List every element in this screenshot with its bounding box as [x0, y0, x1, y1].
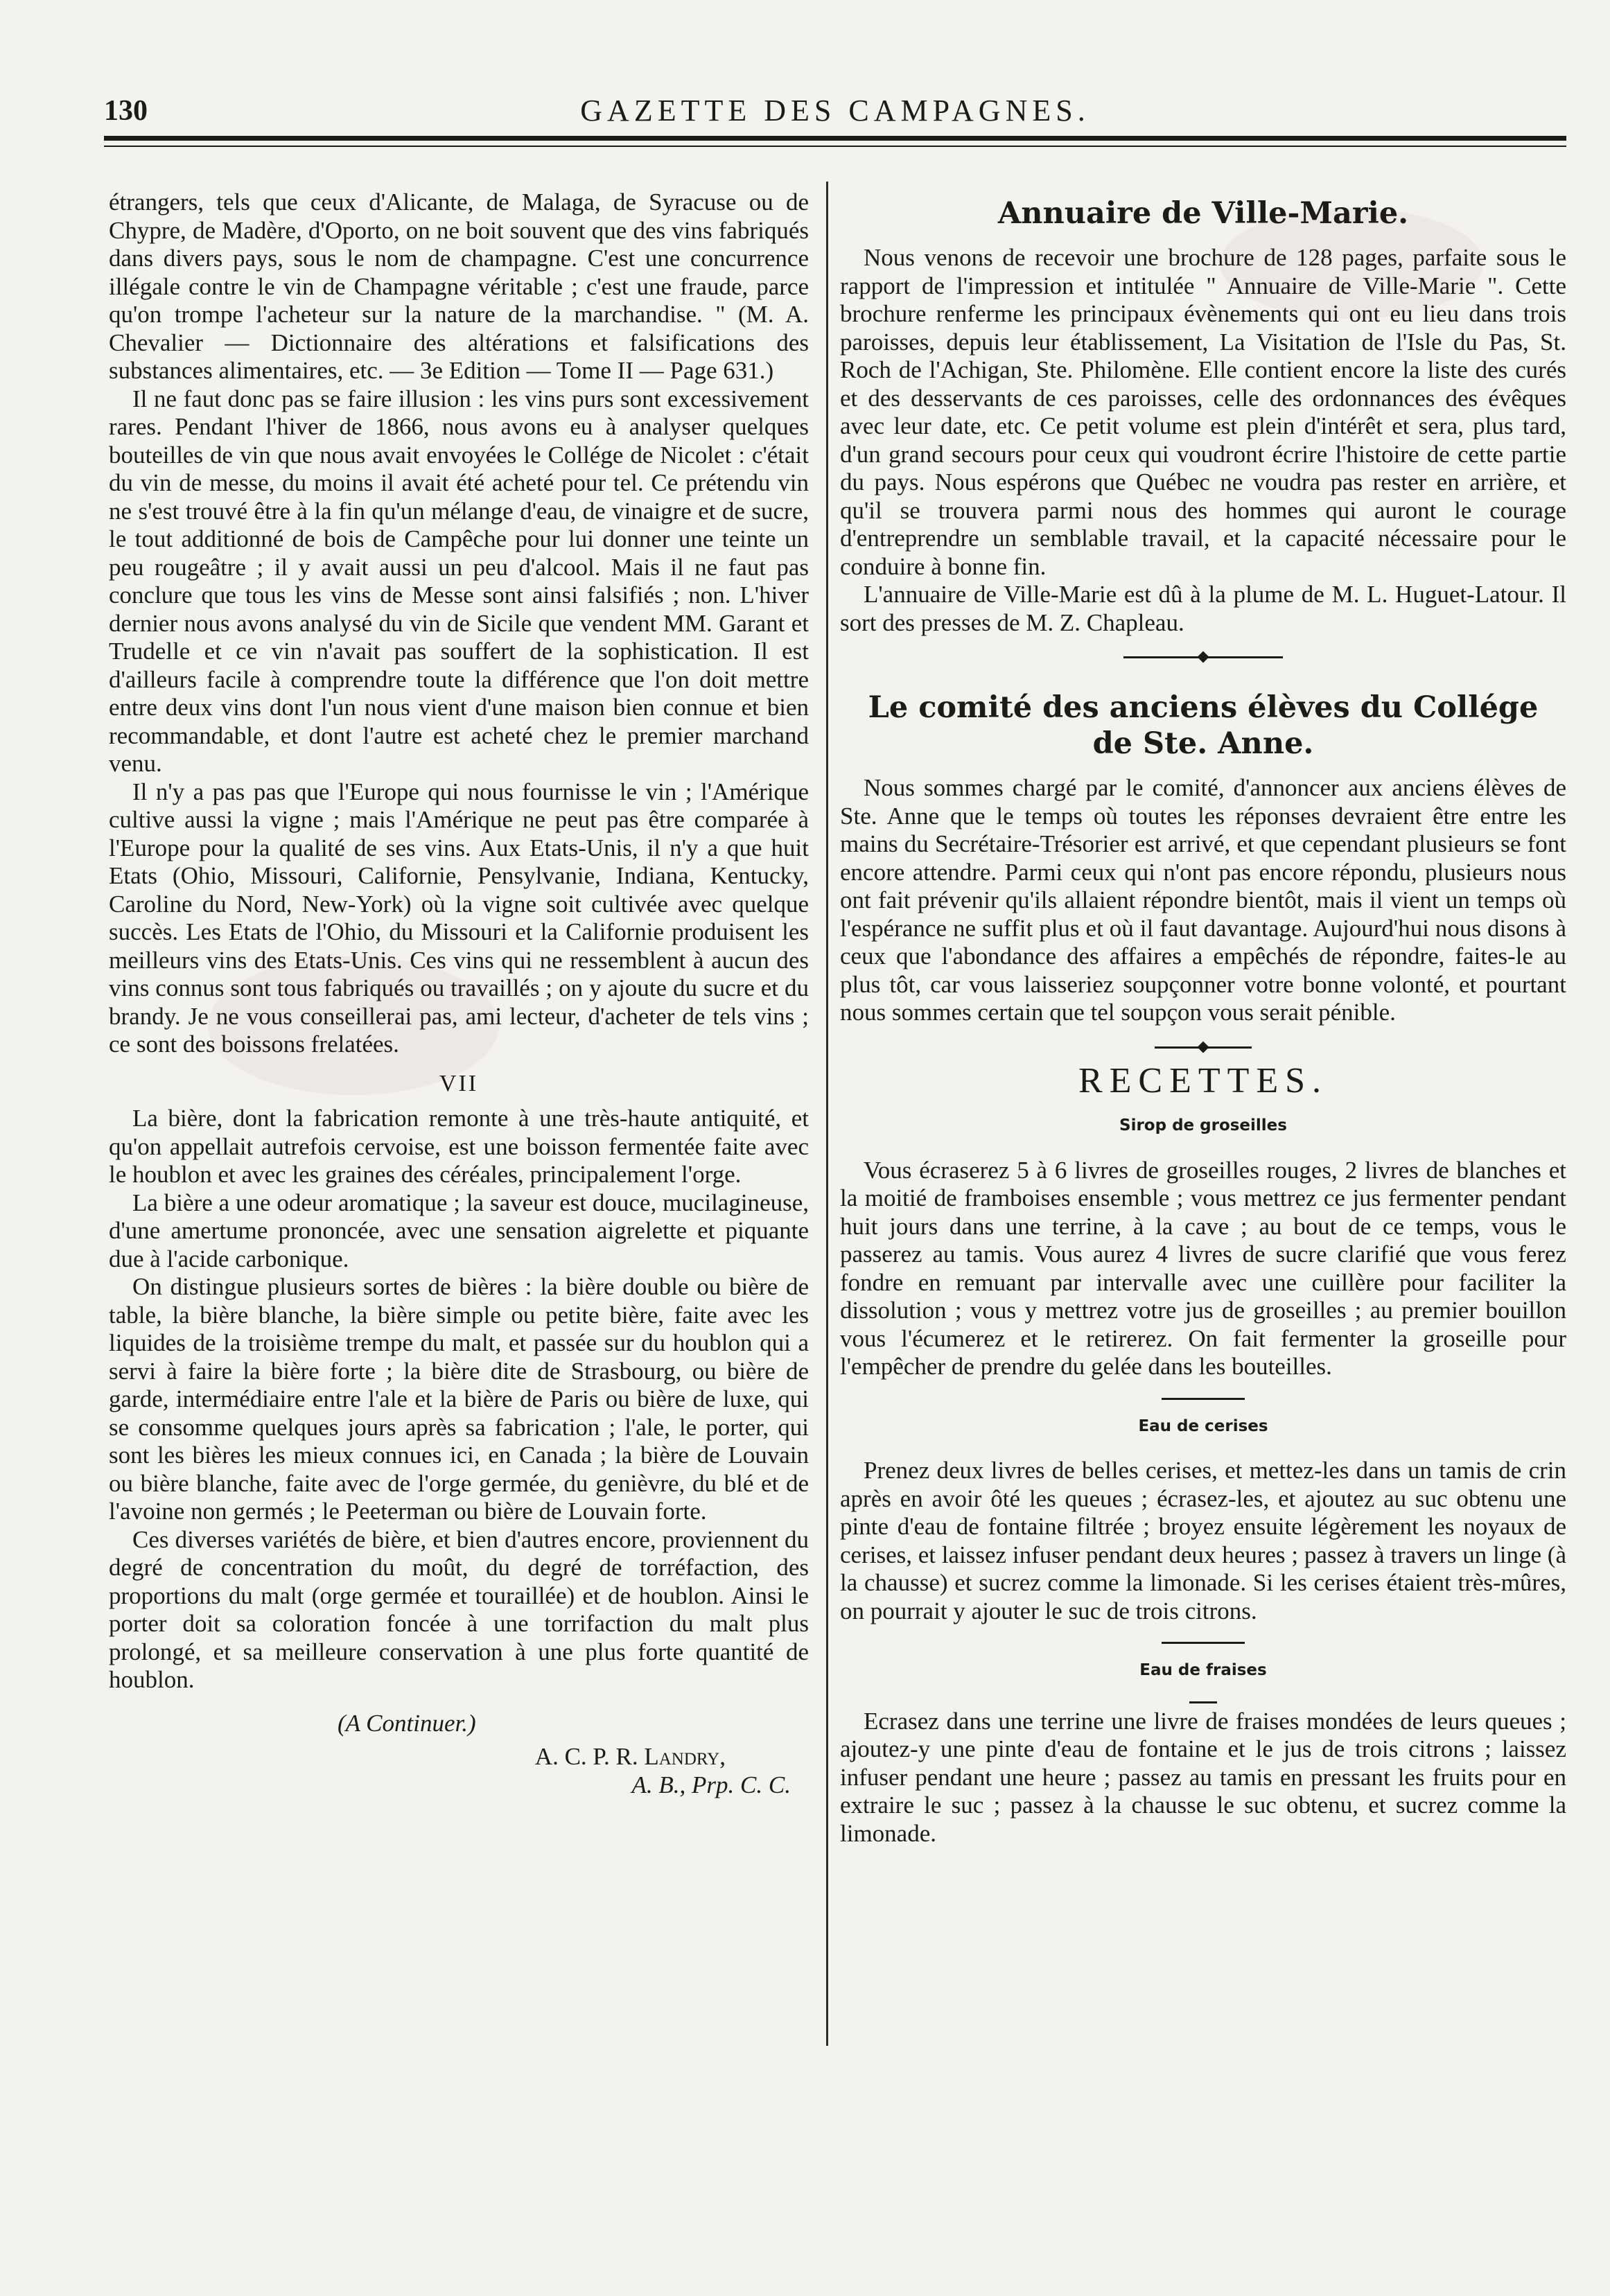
article-title-annuaire: Annuaire de Ville-Marie.	[997, 196, 1409, 231]
section-ornament	[1155, 1042, 1252, 1052]
article-paragraph: L'annuaire de Ville-Marie est dû à la plume de M. L. Huguet-Latour. Il sort des presses de M. Z. Chapleau.	[840, 581, 1566, 636]
section-mark: VII	[439, 1070, 479, 1096]
recipe-divider	[1162, 1398, 1245, 1400]
recipe-divider-small	[1189, 1701, 1217, 1703]
article-paragraph: Nous venons de recevoir une brochure de 128 pages, parfaite sous le rapport de l'impression et intitulée " Annuaire de Ville-Marie ". Cette brochure renferme les principaux évènements qui ont eu lieu dans trois paroisses, depuis leur établissement, La Visitation de l'Isle du Pas, St. Roch de l'Achigan, Ste. Philomène. Elle contient encore la liste des curés et des desservants de ces paroisses, celle des ordonnances des évêques avec leur date, etc. Ce petit volume est plein d'intérêt et sera, plus tard, d'un grand secours pour ceux qui voudront écrire l'histoire de cette partie du pays. Nous espérons que Québec ne voudra pas rester en arrière, et qu'il se trouvera parmi nous des hommes qui auront le courage d'entreprendre un semblable travail, et la capacité nécessaire pour le conduire à bonne fin.	[840, 244, 1566, 580]
column-divider	[826, 182, 828, 2046]
article-paragraph: La bière a une odeur aromatique ; la saveur est douce, mucilagineuse, d'une amertume prononcée, avec une sensation aigrelette et piquante due à l'acide carbonique.	[109, 1189, 809, 1272]
author-credential: A. B., Prp. C. C.	[631, 1771, 791, 1798]
right-column	[840, 189, 1566, 1848]
article-paragraph: Il n'y a pas pas que l'Europe qui nous fournisse le vin ; l'Amérique cultive aussi la vigne ; mais l'Amérique ne peut pas être comparée à l'Europe pour la qualité de ses vins. Aux Etats-Unis, il n'y a que huit Etats (Ohio, Missouri, Californie, Pensylvanie, Indiana, Kentucky, Caroline du Nord, New-York) où la vigne soit cultivée avec quelque succès. Les Etats de l'Ohio, du Missouri et la Californie produisent les meilleurs vins des Etats-Unis. Ces vins qui ne ressemblent à aucun des vins connus sont tous fabriqués ou travaillés ; on y ajoute du sucre et du brandy. Je ne vous conseillerai pas, ami lecteur, d'acheter de tels vins ; ce sont des boissons frelatées.	[109, 778, 809, 1058]
page-header	[104, 89, 1566, 137]
recipe-text: Prenez deux livres de belles cerises, et mettez-les dans un tamis de crin après en avoir ôté les queues ; écrasez-les, et ajoutez au suc obtenu une pinte d'eau de fontaine filtrée ; broyez ensuite légèrement les noyaux de cerises, et laissez infuser pendant deux heures ; passez à travers un linge (à la chausse) et sucrez comme la limonade. Si les cerises étaient très-mûres, on pourrait y ajouter le suc de trois citrons.	[840, 1457, 1566, 1624]
article-paragraph: Ces diverses variétés de bière, et bien d'autres encore, proviennent du degré de concentration du moût, du degré de torréfaction, des proportions du malt (orge germée et touraillée) et de houblon. Ainsi le porter doit sa coloration foncée à une torrifaction du malt plus prolongé, et sa meilleure conservation à une plus forte quantité de houblon.	[109, 1525, 809, 1693]
section-ornament	[1123, 652, 1283, 662]
article-title-line: Le comité des anciens élèves du Collége	[868, 690, 1539, 725]
recipe-text: Ecrasez dans une terrine une livre de fraises mondées de leurs queues ; ajoutez-y une pinte d'eau de fontaine et le jus de trois citrons ; laissez infuser pendant une heure ; passez au tamis en pressant les fruits pour en extraire le suc ; passez à la chausse le suc obtenu, et sucrez comme la limonade.	[840, 1707, 1566, 1847]
article-paragraph: On distingue plusieurs sortes de bières : la bière double ou bière de table, la bière blanche, la bière simple ou petite bière, faite avec les liquides de la troisième trempe du malt, et passée sur du houblon qui a servi à faire la bière forte ; la bière dite de Strasbourg, ou bière de garde, intermédiaire entre l'ale et la bière de Paris ou bière de luxe, qui se consomme quelques jours après sa fabrication ; l'ale, le porter, qui sont les bières les mieux connues ici, en Canada ; la bière de Louvain ou bière blanche, faite avec de l'orge germée, du genièvre, du blé et de l'avoine non germés ; le Peeterman ou bière de Louvain forte.	[109, 1273, 809, 1525]
author-signature: A. C. P. R. Landry,	[534, 1743, 726, 1770]
continue-note: (A Continuer.)	[338, 1709, 476, 1737]
header-rule-thin	[104, 146, 1566, 147]
running-title: GAZETTE DES CAMPAGNES.	[580, 94, 1090, 128]
recipe-title: Eau de fraises	[1139, 1661, 1267, 1679]
page-number: 130	[104, 95, 148, 127]
left-column	[109, 189, 809, 1799]
article-paragraph: La bière, dont la fabrication remonte à une très-haute antiquité, et qu'on appellait autrefois cervoise, est une boisson fermentée faite avec le houblon et avec les graines des céréales, principalement l'orge.	[109, 1105, 809, 1188]
recipe-divider	[1162, 1642, 1245, 1644]
header-rule	[104, 136, 1566, 141]
article-title-comite	[840, 690, 1566, 762]
article-paragraph: Il ne faut donc pas se faire illusion : les vins purs sont excessivement rares. Pendant l'hiver de 1866, nous avons eu à analyser quelques bouteilles de vin que nous avait envoyées le Collége de Nicolet : c'était du vin de messe, du moins il avait été acheté pour tel. Ce prétendu vin ne s'est trouvé être à la fin qu'un mélange d'eau, de vinaigre et de sucre, le tout additionné de bois de Campêche pour lui donner une teinte un peu rougeâtre ; il y avait aussi un peu d'alcool. Mais il ne faut pas conclure que tous les vins de Messe sont ainsi falsifiés ; non. L'hiver dernier nous avons analysé du vin de Sicile que vendent MM. Garant et Trudelle et ce vin n'avait pas souffert de la sophistication. Il est d'ailleurs facile à comprendre toute la différence que l'on doit mettre entre deux vins dont l'un nous vient d'une maison bien connue et bien recommandable, et dont l'autre est acheté chez le premier marchand venu.	[109, 385, 809, 777]
recettes-title: RECETTES.	[1078, 1060, 1329, 1101]
recipe-text: Vous écraserez 5 à 6 livres de groseilles rouges, 2 livres de blanches et la moitié de framboises ensemble ; vous mettrez ce jus fermenter pendant huit jours dans une terrine, à la cave ; au bout de ce temps, vous le passerez au tamis. Vous aurez 4 livres de sucre clarifié que vous ferez fondre en remuant par intervalle avec une cuillère pour faciliter la dissolution ; vous y mettrez votre jus de groseilles ; au premier bouillon vous l'écumerez et le retirerez. On fait fermenter la groseille pour l'empêcher de prendre du gelée dans les bouteilles.	[840, 1156, 1566, 1380]
article-paragraph: Nous sommes chargé par le comité, d'annoncer aux anciens élèves de Ste. Anne que le temps où toutes les réponses devraient être entre les mains du Secrétaire-Trésorier est arrivé, et que cependant plusieurs se font encore attendre. Parmi ceux qui n'ont pas encore répondu, plusieurs nous ont fait prévenir qu'ils allaient répondre bientôt, mais il vient un temps où l'espérance ne suffit plus et où il faut davantage. Aujourd'hui nous disons à ceux que l'abondance des affaires a empêchés de répondre, faites-le au plus tôt, car vous laisseriez soupçonner votre bonne volonté, et pourtant nous sommes certain que tel soupçon vous serait pénible.	[840, 774, 1566, 1026]
article-paragraph: étrangers, tels que ceux d'Alicante, de Malaga, de Syracuse ou de Chypre, de Madère, d'Oporto, on ne boit souvent que des vins fabriqués dans divers pays, sous le nom de champagne. C'est une concurrence illégale contre le vin de Champagne véritable ; c'est une fraude, parce qu'on trompe l'acheteur sur la nature de la marchandise. " (M. A. Chevalier — Dictionnaire des altérations et falsifications des substances alimentaires, etc. — 3e Edition — Tome II — Page 631.)	[109, 189, 809, 384]
article-title-line: de Ste. Anne.	[1092, 726, 1314, 761]
recipe-title: Sirop de groseilles	[1119, 1116, 1287, 1134]
recipe-title: Eau de cerises	[1138, 1417, 1268, 1435]
